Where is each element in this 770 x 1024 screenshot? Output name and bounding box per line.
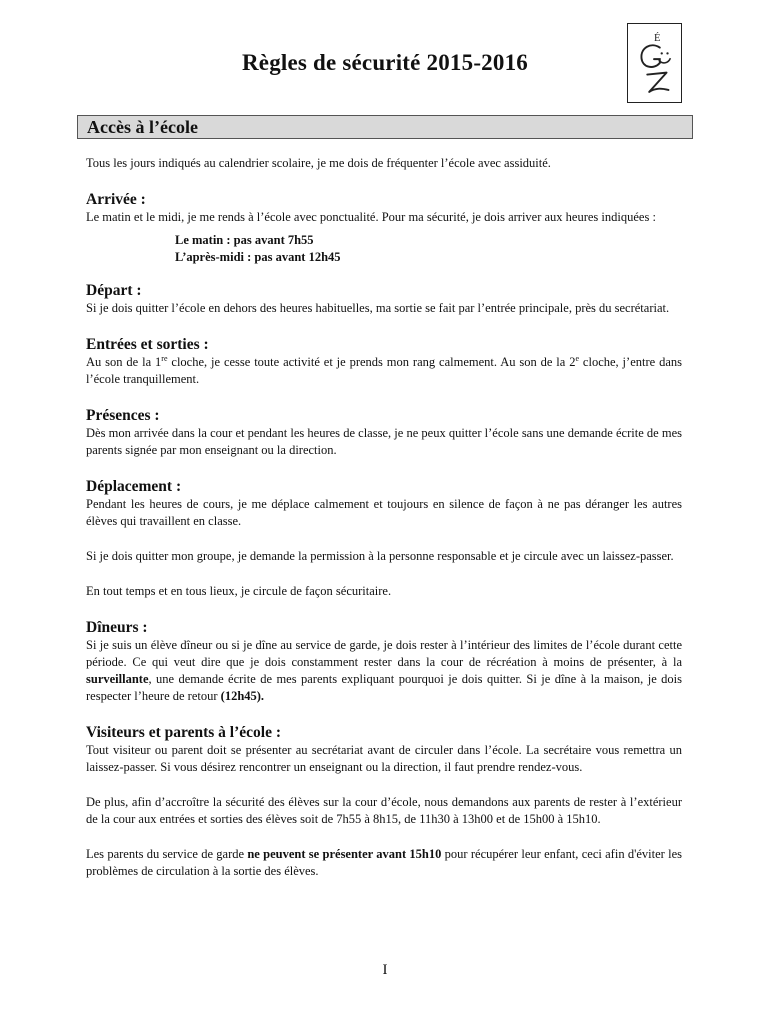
visiteurs-text-2: De plus, afin d’accroître la sécurité des élèves sur la cour d’école, nous demandons aux parents de rester à l’extérieur de la cour aux entrées et sorties des élèves soit de 7h55 à 8h15, de 11h30 à 13h00 et de 15h00 à 15h10.: [86, 795, 682, 826]
heading-presences: Présences :: [86, 407, 160, 424]
school-logo: [627, 23, 682, 103]
deplacement-text-2: Si je dois quitter mon groupe, je demande la permission à la personne responsable et je circule avec un laissez-passer.: [86, 549, 674, 563]
heading-dineurs: Dîneurs :: [86, 619, 148, 636]
dineurs-text: Si je suis un élève dîneur ou si je dîne au service de garde, je dois rester à l’intérieur des limites de l’école durant cette période. Ce qui veut dire que je dois constamment rester dans la cour de récréation à moins de présenter, à la surveillante, une demande écrite de mes parents expliquant pourquoi je dois quitter. Si je dîne à la maison, je dois respecter l’heure de retour (12h45).: [86, 638, 682, 703]
time-matin: Le matin : pas avant 7h55: [175, 233, 314, 247]
heading-entrees-sorties: Entrées et sorties :: [86, 336, 209, 353]
time-apres-midi: L’après-midi : pas avant 12h45: [175, 250, 341, 264]
heading-visiteurs: Visiteurs et parents à l’école :: [86, 724, 281, 741]
section-title: Accès à l’école: [87, 117, 198, 137]
rules-content: [86, 155, 682, 880]
deplacement-text-3: En tout temps et en tous lieux, je circule de façon sécuritaire.: [86, 584, 392, 598]
entrees-text: Au son de la 1re cloche, je cesse toute activité et je prends mon rang calmement. Au son de la 2e cloche, j’entre dans l’école tranquillement.: [86, 354, 682, 386]
arrivee-text: Le matin et le midi, je me rends à l’école avec ponctualité. Pour ma sécurité, je dois arriver aux heures indiquées :: [86, 210, 656, 224]
visiteurs-text-3: Les parents du service de garde ne peuvent se présenter avant 15h10 pour récupérer leur enfant, ceci afin d'éviter les problèmes de circulation à la sortie des élèves.: [86, 847, 682, 878]
school-logo-icon: [628, 24, 681, 102]
svg-text:É: É: [654, 32, 661, 44]
heading-depart: Départ :: [86, 282, 142, 299]
visiteurs-text-1: Tout visiteur ou parent doit se présenter au secrétariat avant de circuler dans l’école. La secrétaire vous remettra un laissez-passer. Si vous désirez rencontrer un enseignant ou la direction, il faut prendre rendez-vous.: [86, 743, 682, 774]
presences-text: Dès mon arrivée dans la cour et pendant les heures de classe, je ne peux quitter l’école sans une demande écrite de mes parents signée par mon enseignant ou la direction.: [86, 426, 682, 457]
heading-arrivee: Arrivée :: [86, 191, 146, 208]
page-number: I: [382, 962, 388, 978]
depart-text: Si je dois quitter l’école en dehors des heures habituelles, ma sortie se fait par l’entrée principale, près du secrétariat.: [86, 301, 670, 315]
deplacement-text-1: Pendant les heures de cours, je me déplace calmement et toujours en silence de façon à ne pas déranger les autres élèves qui travaillent en classe.: [86, 497, 682, 528]
intro-text: Tous les jours indiqués au calendrier scolaire, je me dois de fréquenter l’école avec assiduité.: [86, 156, 551, 170]
heading-deplacement: Déplacement :: [86, 478, 182, 495]
page-title: Règles de sécurité 2015-2016: [241, 50, 528, 75]
section-header-acces: [77, 115, 693, 139]
